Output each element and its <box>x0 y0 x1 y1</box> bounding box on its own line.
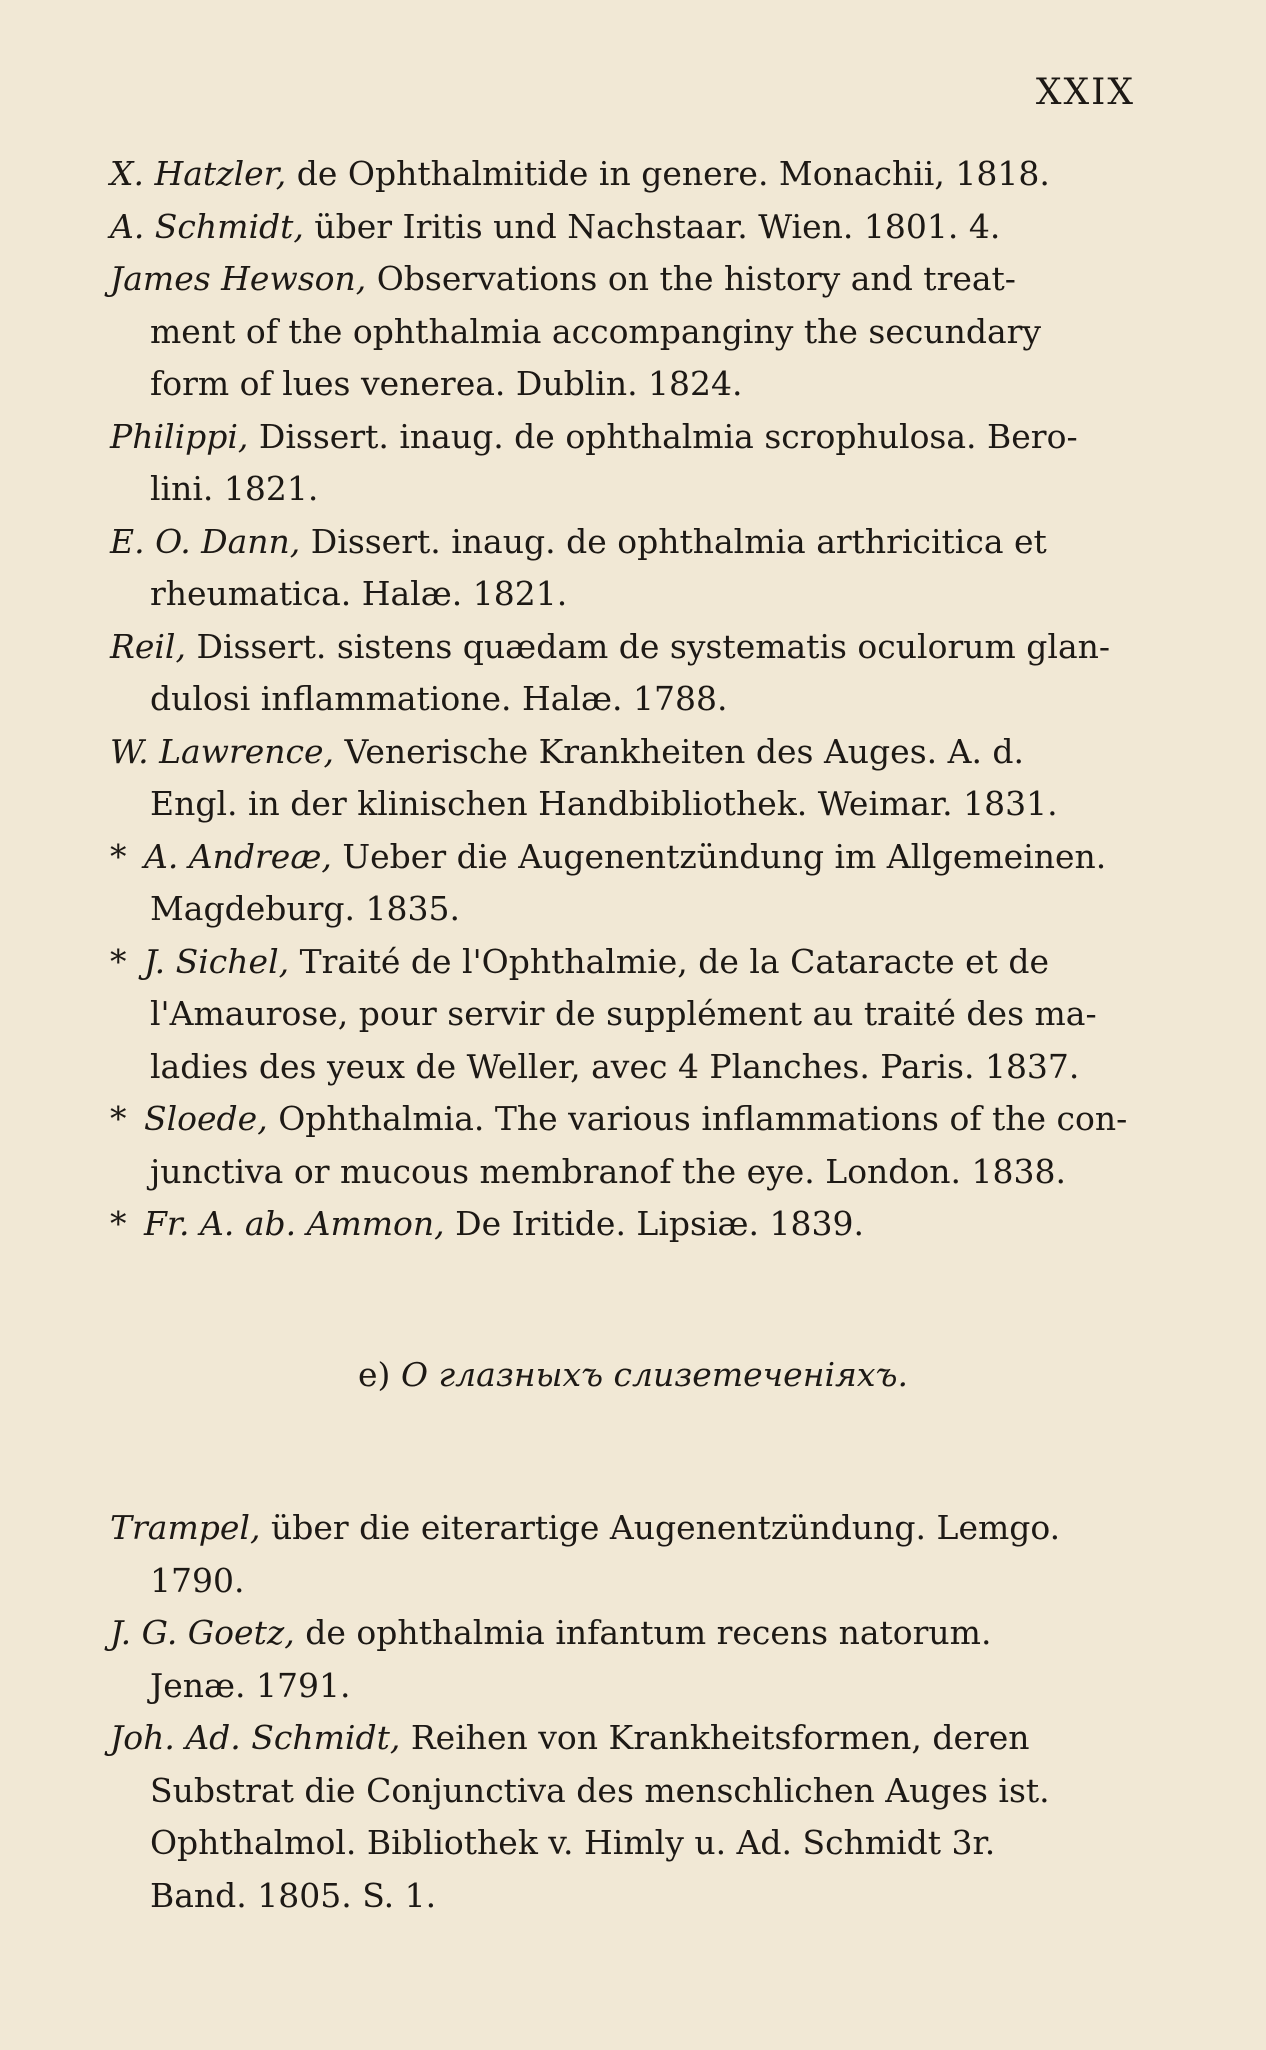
entry-author: Joh. Ad. Schmidt, <box>110 1718 401 1757</box>
star-marker: * <box>110 836 127 876</box>
entry-line <box>110 148 1140 201</box>
entry-line <box>110 726 1140 779</box>
entry-author: W. Lawrence, <box>110 731 335 771</box>
entry-text: Ophthalmol. Bibliothek v. Himly u. Ad. Schmidt 3r. <box>150 1823 996 1862</box>
entry-text: über Iritis und Nachstaar. Wien. 1801. 4. <box>303 206 1001 246</box>
entry-text: Engl. in der klinischen Handbibliothek. Weimar. 1831. <box>150 784 1058 823</box>
entry-text: rheumatica. Halæ. 1821. <box>150 574 568 613</box>
entry-line <box>110 411 1140 464</box>
entry-line <box>110 1502 1140 1555</box>
entry-author: A. Andreæ, <box>144 836 332 876</box>
entry-line <box>110 1198 1140 1251</box>
entry-line <box>110 778 1140 831</box>
section-label: e) <box>358 1355 391 1394</box>
entry-line <box>110 1607 1140 1660</box>
entry-author: Sloede, <box>144 1099 268 1138</box>
bibliography-entry <box>110 726 1140 831</box>
entry-author: E. O. Dann, <box>110 521 301 561</box>
entry-text: Ueber die Augenentzündung im Allgemeinen. <box>331 836 1107 876</box>
bibliography-entry <box>110 831 1140 936</box>
entry-text: Traité de l'Ophthalmie, de la Cataracte et de <box>289 941 1050 981</box>
bibliography-entry <box>110 1607 1140 1712</box>
entry-line <box>110 568 1140 621</box>
bibliography-entry <box>110 1198 1140 1251</box>
section-heading <box>0 1355 1266 1394</box>
entry-line <box>110 1817 1140 1870</box>
entry-line <box>110 201 1140 254</box>
entry-text: Substrat die Conjunctiva des menschlichen Auges ist. <box>150 1770 1050 1810</box>
entry-text: Reihen von Krankheitsformen, deren <box>400 1718 1030 1757</box>
entry-author: Philippi, <box>110 416 249 456</box>
bibliography-entry <box>110 148 1140 201</box>
entry-text: De Iritide. Lipsiæ. 1839. <box>444 1204 864 1243</box>
entry-line <box>110 936 1140 989</box>
entry-text: junctiva or mucous membranof the eye. London. 1838. <box>150 1151 1067 1191</box>
entry-author: Trampel, <box>110 1508 261 1547</box>
bibliography-entry <box>110 253 1140 411</box>
bibliography-entry <box>110 411 1140 516</box>
entry-text: ment of the ophthalmia accompanginy the secundary <box>150 311 1042 351</box>
entry-line <box>110 1555 1140 1608</box>
entry-author: J. G. Goetz, <box>110 1613 295 1652</box>
entry-line <box>110 883 1140 936</box>
section-title: О глазныхъ слизетеченіяхъ. <box>400 1355 908 1394</box>
entry-line <box>110 621 1140 674</box>
entry-author: J. Sichel, <box>144 941 290 981</box>
entry-line <box>110 463 1140 516</box>
entry-line <box>110 988 1140 1041</box>
entry-author: A. Schmidt, <box>110 206 304 246</box>
bibliography-list-2 <box>110 1502 1140 1922</box>
entry-text: Ophthalmia. The various inflammations of the con- <box>267 1099 1128 1138</box>
bibliography-entry <box>110 201 1140 254</box>
bibliography-entry <box>110 1502 1140 1607</box>
entry-line <box>110 253 1140 306</box>
bibliography-entry <box>110 621 1140 726</box>
entry-text: Dissert. sistens quædam de systematis oculorum glan- <box>185 626 1111 666</box>
entry-line <box>110 1146 1140 1199</box>
entry-author: Fr. A. ab. Ammon, <box>144 1204 445 1243</box>
entry-text: Magdeburg. 1835. <box>150 889 460 928</box>
entry-text: Dissert. inaug. de ophthalmia scrophulosa. Bero- <box>248 416 1078 456</box>
bibliography-entry <box>110 1093 1140 1198</box>
bibliography-list-1 <box>110 148 1140 1251</box>
entry-text: ladies des yeux de Weller, avec 4 Planches. Paris. 1837. <box>150 1046 1080 1086</box>
entry-line <box>110 1765 1140 1818</box>
entry-text: dulosi inflammatione. Halæ. 1788. <box>150 679 728 718</box>
entry-author: Reil, <box>110 626 186 666</box>
bibliography-entry <box>110 516 1140 621</box>
entry-text: Dissert. inaug. de ophthalmia arthricitica et <box>300 521 1047 561</box>
entry-line <box>110 1712 1140 1765</box>
entry-line <box>110 1660 1140 1713</box>
entry-line <box>110 306 1140 359</box>
entry-text: 1790. <box>150 1560 245 1600</box>
entry-text: Band. 1805. S. 1. <box>150 1875 437 1915</box>
entry-author: James Hewson, <box>110 259 367 298</box>
entry-line <box>110 831 1140 884</box>
star-marker: * <box>110 941 127 981</box>
entry-line <box>110 516 1140 569</box>
entry-line <box>110 358 1140 411</box>
page-number: XXIX <box>1035 72 1135 113</box>
entry-author: X. Hatzler, <box>110 154 287 193</box>
star-marker: * <box>110 1099 127 1138</box>
bibliography-entry <box>110 1712 1140 1922</box>
entry-line <box>110 673 1140 726</box>
entry-line <box>110 1093 1140 1146</box>
entry-text: l'Amaurose, pour servir de supplément au traité des ma- <box>150 994 1097 1033</box>
star-marker: * <box>110 1204 127 1243</box>
entry-text: über die eiterartige Augenentzündung. Lemgo. <box>260 1508 1061 1547</box>
entry-text: Venerische Krankheiten des Auges. A. d. <box>334 731 1025 771</box>
entry-line <box>110 1041 1140 1094</box>
entry-text: lini. 1821. <box>150 469 319 508</box>
entry-text: de ophthalmia infantum recens natorum. <box>294 1613 992 1652</box>
entry-line <box>110 1870 1140 1923</box>
entry-text: form of lues venerea. Dublin. 1824. <box>150 364 743 403</box>
bibliography-entry <box>110 936 1140 1094</box>
entry-text: Observations on the history and treat- <box>366 259 1016 298</box>
entry-text: Jenæ. 1791. <box>150 1665 351 1705</box>
entry-text: de Ophthalmitide in genere. Monachii, 1818. <box>286 154 1050 193</box>
